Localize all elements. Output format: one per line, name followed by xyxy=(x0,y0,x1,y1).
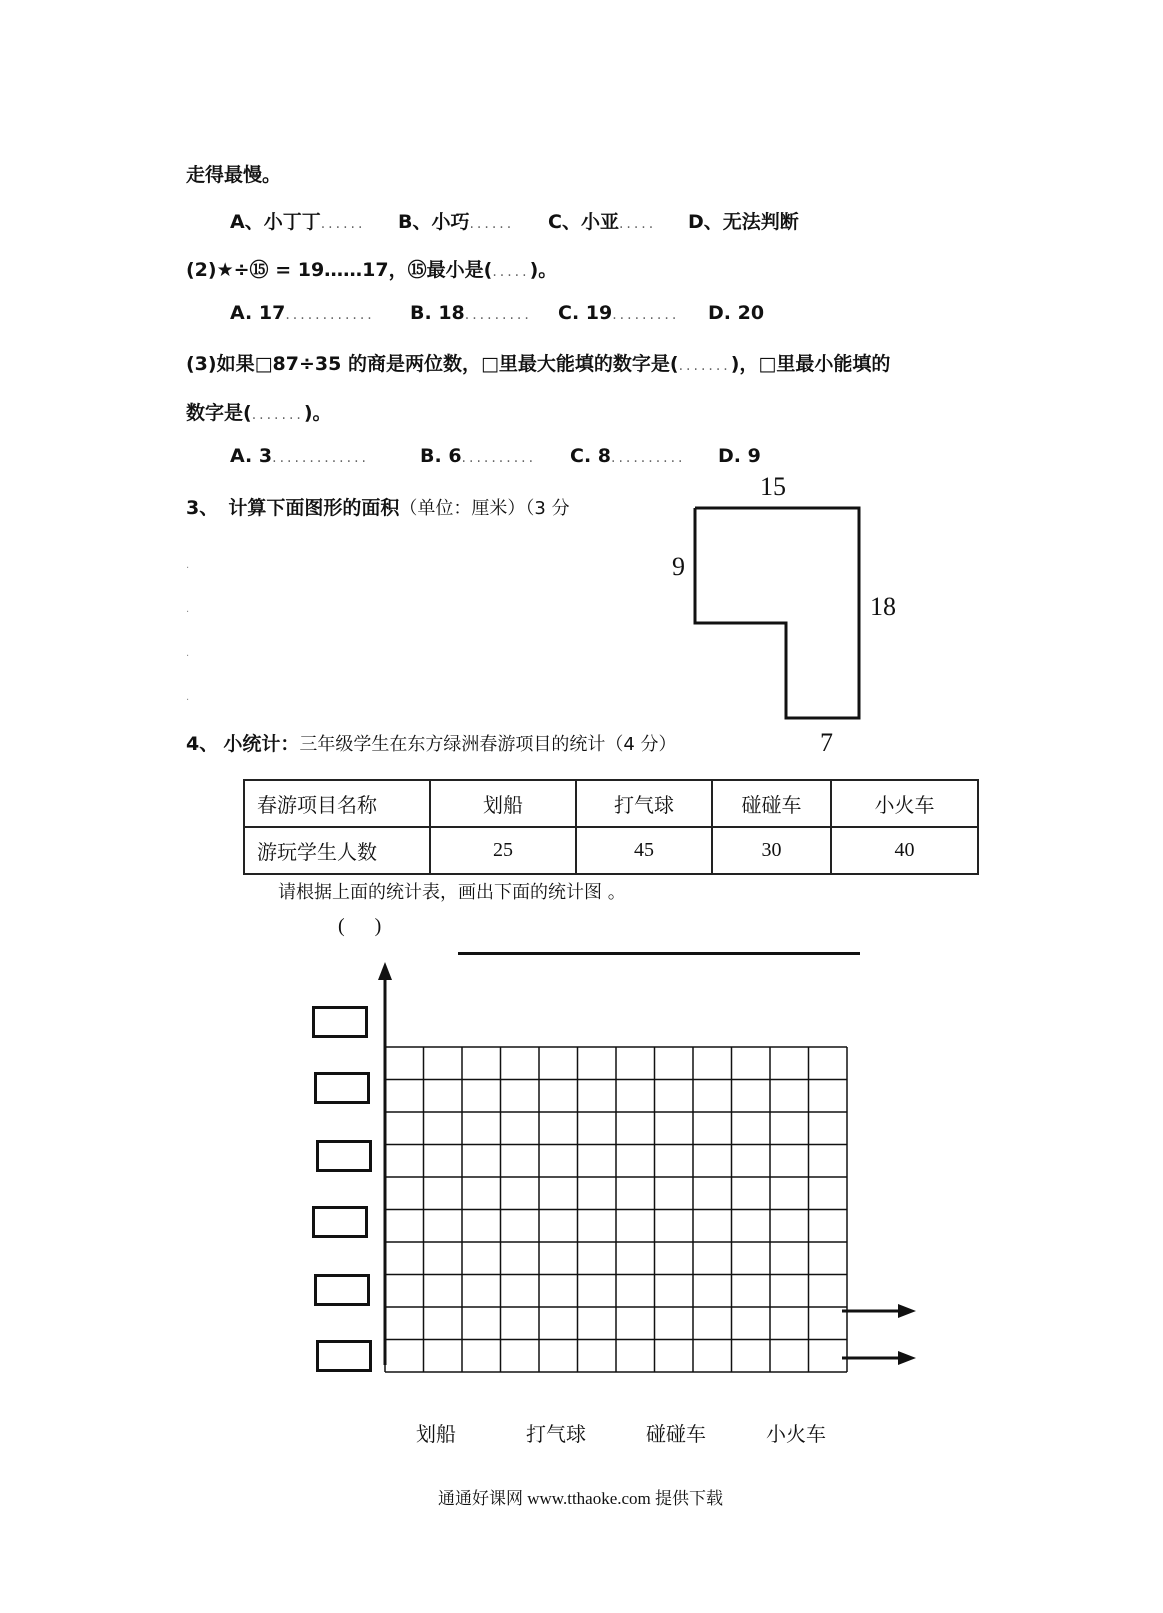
q1-option-d: D、无法判断 xyxy=(688,211,799,233)
q3-option-c: C. 8.......... xyxy=(570,445,686,467)
table-cell: 30 xyxy=(712,827,831,874)
chart-instruction: 请根据上面的统计表，画出下面的统计图 。 xyxy=(278,882,626,903)
q1-option-a: A、小丁丁...... xyxy=(230,211,366,233)
blank-chart-grid xyxy=(360,960,920,1420)
q2-option-a: A. 17............ xyxy=(230,302,375,324)
table-cell: 45 xyxy=(576,827,712,874)
x-axis-arrow xyxy=(898,1351,916,1365)
q3-option-d: D. 9 xyxy=(718,445,761,467)
dim-right: 18 xyxy=(870,592,896,621)
stat-table xyxy=(243,779,979,875)
q2-option-b: B. 18......... xyxy=(410,302,532,324)
table-cell: 打气球 xyxy=(576,780,712,827)
l-shape-figure xyxy=(690,505,870,725)
dim-bottom: 7 xyxy=(820,728,833,757)
table-cell: 划船 xyxy=(430,780,576,827)
table-cell: 碰碰车 xyxy=(712,780,831,827)
dim-top: 15 xyxy=(760,472,786,501)
q1-continuation: 走得最慢。 xyxy=(186,164,282,186)
footer-text: 通通好课网 www.tthaoke.com 提供下载 xyxy=(438,1489,724,1508)
category-label: 打气球 xyxy=(526,1424,586,1446)
table-cell: 40 xyxy=(831,827,978,874)
q2-option-d: D. 20 xyxy=(708,302,765,324)
section3-heading: 3、 计算下面图形的面积（单位：厘米）（3 分 xyxy=(186,497,570,519)
q3-line1: (3)如果□87÷35 的商是两位数，□里最大能填的数字是(.......)，□里最小能填的 xyxy=(186,353,891,375)
q3-option-b: B. 6.......... xyxy=(420,445,537,467)
y-axis-arrow xyxy=(378,962,392,980)
q2-option-c: C. 19......... xyxy=(558,302,680,324)
chart-title-line xyxy=(458,952,860,955)
x-axis-arrow xyxy=(898,1304,916,1318)
q2-text: (2)★÷⑮ = 19……17，⑮最小是(.....)。 xyxy=(186,259,558,281)
category-label: 划船 xyxy=(416,1424,456,1446)
category-label: 碰碰车 xyxy=(646,1424,706,1446)
work-area-dots: . . . . xyxy=(186,560,190,703)
table-row xyxy=(244,827,978,874)
table-row-label: 游玩学生人数 xyxy=(244,827,430,874)
q3-line2: 数字是(.......)。 xyxy=(186,402,332,424)
q1-option-c: C、小亚..... xyxy=(548,211,657,233)
category-label: 小火车 xyxy=(766,1424,826,1446)
table-cell: 25 xyxy=(430,827,576,874)
dim-left: 9 xyxy=(672,552,685,581)
table-row xyxy=(244,780,978,827)
q1-option-b: B、小巧...... xyxy=(398,211,515,233)
q3-option-a: A. 3............. xyxy=(230,445,369,467)
section4-heading: 4、 小统计：三年级学生在东方绿洲春游项目的统计（4 分） xyxy=(186,733,677,755)
table-header-label: 春游项目名称 xyxy=(244,780,430,827)
table-cell: 小火车 xyxy=(831,780,978,827)
unit-paren: ( ) xyxy=(338,915,382,937)
